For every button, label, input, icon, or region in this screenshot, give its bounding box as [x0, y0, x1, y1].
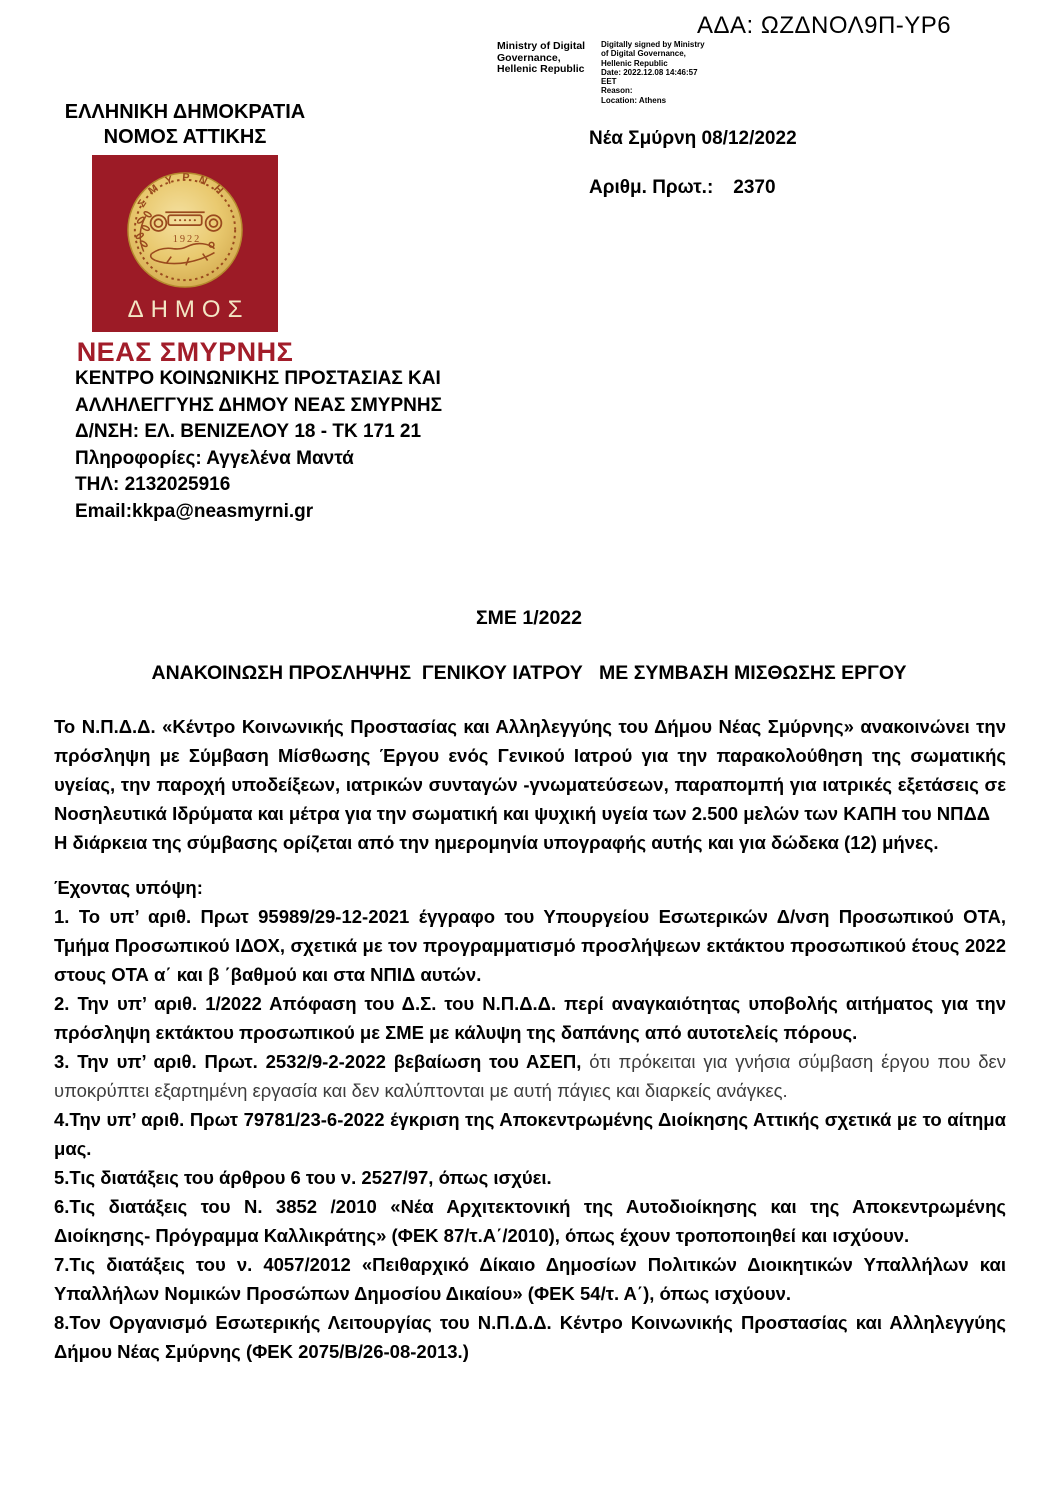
item-text: 5.Τις διατάξεις του άρθρου 6 του ν. 2527/97, όπως ισχύει.	[54, 1167, 552, 1188]
signature-detail-line: Hellenic Republic	[601, 58, 668, 68]
list-item-4	[54, 1105, 1006, 1163]
signature-detail-line: Date: 2022.12.08 14:46:57	[601, 67, 698, 77]
letterhead	[35, 100, 335, 368]
agency-line: Πληροφορίες: Αγγελένα Μαντά	[75, 447, 354, 469]
ministry-line: Hellenic Republic	[497, 63, 585, 75]
item-text: 7.Τις διατάξεις του ν. 4057/2012 «Πειθαρχικό Δίκαιο Δημοσίων Πολιτικών Διοικητικών Υπαλλήλων και Υπαλλήλων Νομικών Προσώπων Δημοσίου Δικαίου» (ΦΕΚ 54/τ. Α΄), όπως ισχύουν.	[54, 1254, 1006, 1304]
ministry-line: Ministry of Digital	[497, 40, 586, 52]
coin-year: 1922	[172, 233, 202, 245]
protocol-label: Αριθμ. Πρωτ.:	[589, 177, 714, 198]
item-text: 1. Το υπ’ αριθ. Πρωτ 95989/29-12-2021 έγγραφο του Υπουργείου Εσωτερικών Δ/νση Προσωπικού ΟΤΑ, Τμήμα Προσωπικού ΙΔΟΧ, σχετικά με τον προγραμματισμό προσλήψεων εκτάκτου προσωπικού έτους 2022 στους ΟΤΑ α΄ και β ΄βαθμού και στα ΝΠΙΔ αυτών.	[54, 906, 1006, 985]
prefecture-title: ΝΟΜΟΣ ΑΤΤΙΚΗΣ	[103, 126, 267, 148]
item-text: 2. Την υπ’ αριθ. 1/2022 Απόφαση του Δ.Σ. του Ν.Π.Δ.Δ. περί αναγκαιότητας υποβολής αιτήματος για την πρόσληψη εκτάκτου προσωπικού με ΣΜΕ με κάλυψη της δαπάνης από αυτοτελείς πόρους.	[54, 993, 1006, 1043]
signature-detail-line: EET	[601, 77, 617, 87]
item-text: 4.Την υπ’ αριθ. Πρωτ 79781/23-6-2022 έγκριση της Αποκεντρωμένης Διοίκησης Αττικής σχετικά με το αίτημα μας.	[54, 1109, 1006, 1159]
place-date: Νέα Σμύρνη 08/12/2022	[589, 128, 797, 149]
republic-title: ΕΛΛΗΝΙΚΗ ΔΗΜΟΚΡΑΤΙΑ	[64, 101, 306, 123]
coin-letters: ΣΜΥΡΝΗ	[135, 171, 232, 210]
protocol-row	[589, 177, 797, 199]
digital-signature-details	[601, 40, 711, 105]
agency-line: ΤΗΛ: 2132025916	[75, 474, 231, 495]
duration-sentence: Η διάρκεια της σύμβασης ορίζεται από την ημερομηνία υπογραφής αυτής και για δώδεκα (12) μήνες.	[54, 832, 939, 853]
signature-detail-line: Location: Athens	[601, 95, 667, 105]
list-item-5	[54, 1163, 1006, 1192]
logo-municipality-word: ΔΗΜΟΣ	[127, 296, 250, 323]
ministry-line: Governance,	[497, 51, 561, 64]
signature-detail-line: Reason:	[601, 86, 633, 96]
municipality-logo	[92, 155, 278, 332]
announcement-title: ΑΝΑΚΟΙΝΩΣΗ ΠΡΟΣΛΗΨΗΣ ΓΕΝΙΚΟΥ ΙΑΤΡΟΥ ΜΕ ΣΥΜΒΑΣΗ ΜΙΣΘΩΣΗΣ ΕΡΓΟΥ	[151, 662, 907, 684]
item-text: 3. Την υπ’ αριθ. Πρωτ. 2532/9-2-2022 βεβαίωση του ΑΣΕΠ,	[54, 1051, 590, 1072]
signature-detail-line: of Digital Governance,	[601, 49, 686, 59]
logo-caption: ΝΕΑΣ ΣΜΥΡΝΗΣ	[76, 337, 294, 367]
list-item-6	[54, 1192, 1006, 1250]
list-item-7	[54, 1250, 1006, 1308]
having-regard-heading: Έχοντας υπόψη:	[54, 877, 203, 898]
item-text: 6.Τις διατάξεις του Ν. 3852 /2010 «Νέα Αρχιτεκτονική της Αυτοδιοίκησης και της Αποκεντρωμένης Διοίκησης- Πρόγραμμα Καλλικράτης» (ΦΕΚ 87/τ.Α΄/2010), όπως έχουν τροποποιηθεί και ισχύουν.	[54, 1196, 1006, 1246]
signature-detail-line: Digitally signed by Ministry	[601, 40, 705, 49]
document-body	[54, 712, 1006, 1366]
agency-line: ΚΕΝΤΡΟ ΚΟΙΝΩΝΙΚΗΣ ΠΡΟΣΤΑΣΙΑΣ ΚΑΙ	[75, 368, 441, 389]
list-item-3	[54, 1047, 1006, 1105]
smyrna-coin-icon	[126, 171, 244, 289]
list-item-2	[54, 989, 1006, 1047]
reference-title: ΣΜΕ 1/2022	[475, 607, 582, 629]
list-item-8	[54, 1308, 1006, 1366]
intro-paragraph: Το Ν.Π.Δ.Δ. «Κέντρο Κοινωνικής Προστασίας και Αλληλεγγύης του Δήμου Νέας Σμύρνης» ανακοινώνει την πρόσληψη με Σύμβαση Μίσθωσης Έργου ενός Γενικού Ιατρού για την παρακολούθηση της σωματικής υγείας, την παροχή υποδείξεων, ιατρικών συνταγών -γνωματεύσεων, παραπομπή για ιατρικές εξετάσεις σε Νοσηλευτικά Ιδρύματα και μέτρα για την σωματική και ψυχική υγεία των 2.500 μελών των ΚΑΠΗ του ΝΠΔΔ	[54, 716, 1006, 824]
ada-code: ΑΔΑ: ΩΖΔΝΟΛ9Π-ΥΡ6	[697, 12, 952, 39]
list-item-1	[54, 902, 1006, 989]
agency-contact-block	[75, 366, 442, 525]
item-text-secondary: ότι πρόκειται για γνήσια σύμβαση έργου που δεν υποκρύπτει εξαρτημένη εργασία και δεν καλύπτονται με αυτή πάγιες και διαρκείς ανάγκες.	[54, 1051, 1006, 1101]
agency-email: Email:kkpa@neasmyrni.gr	[75, 500, 314, 522]
item-text: 8.Τον Οργανισμό Εσωτερικής Λειτουργίας του Ν.Π.Δ.Δ. Κέντρο Κοινωνικής Προστασίας και Αλληλεγγύης Δήμου Νέας Σμύρνης (ΦΕΚ 2075/Β/26-08-2013.)	[54, 1312, 1006, 1362]
agency-line: ΑΛΛΗΛΕΓΓΥΗΣ ΔΗΜΟΥ ΝΕΑΣ ΣΜΥΡΝΗΣ	[75, 394, 442, 416]
document-meta	[589, 128, 797, 199]
agency-line: Δ/ΝΣΗ: ΕΛ. ΒΕΝΙΖΕΛΟΥ 18 - ΤΚ 171 21	[75, 421, 422, 442]
signature-ministry-name	[497, 41, 607, 76]
protocol-number: 2370	[733, 177, 776, 198]
